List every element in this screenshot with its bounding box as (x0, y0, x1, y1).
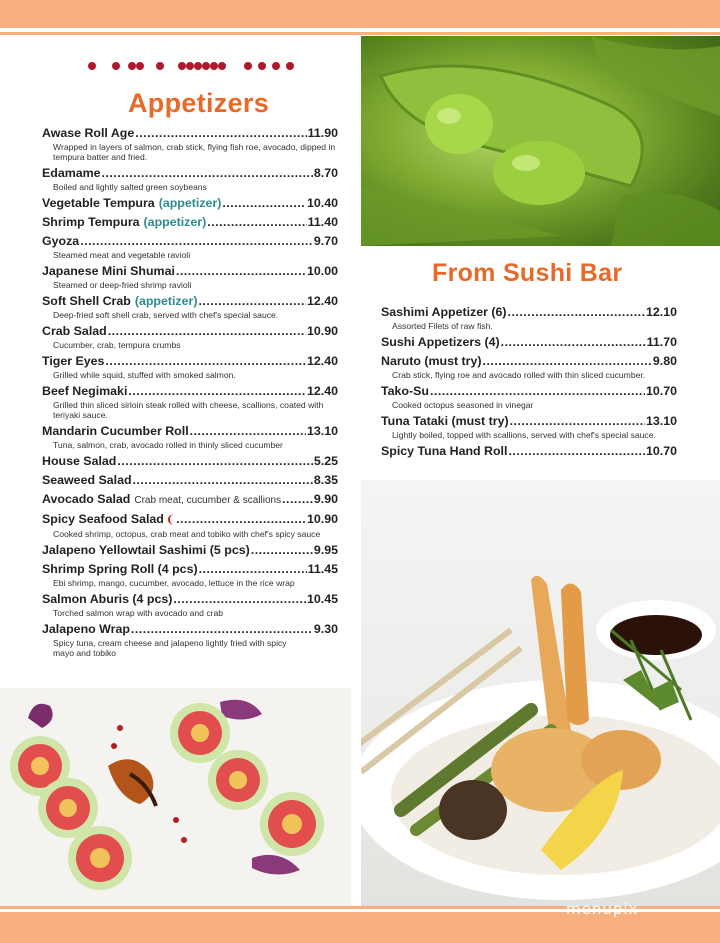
appetizers-heading: Appetizers (128, 88, 270, 118)
item-name: Spicy Tuna Hand Roll (381, 444, 508, 458)
item-name: Seaweed Salad (42, 473, 132, 487)
item-price: 13.10 (306, 424, 338, 438)
item-price: 10.70 (645, 384, 677, 398)
item-name: Mandarin Cucumber Roll (42, 424, 189, 438)
item-description: Steamed or deep-fried shrimp ravioli (53, 280, 192, 290)
item-tag: (appetizer) (158, 196, 222, 210)
item-price: 9.90 (313, 492, 338, 506)
menu-item (42, 264, 338, 290)
top-band-line (0, 32, 720, 35)
menu-item (42, 454, 338, 469)
menu-item (42, 354, 338, 380)
edamame-photo (361, 36, 720, 246)
menu-item (381, 414, 677, 440)
item-name: Salmon Aburis (4 pcs) (42, 592, 173, 606)
item-name: Spicy Seafood Salad (42, 512, 164, 526)
menu-item (42, 384, 338, 420)
top-band (0, 0, 720, 28)
item-name: Japanese Mini Shumai (42, 264, 175, 278)
item-description: Tuna, salmon, crab, avocado rolled in thinly sliced cucumber (53, 440, 283, 450)
menu-item (381, 444, 677, 459)
item-description: Spicy tuna, cream cheese and jalapeno lightly fried with spicy mayo and tobiko (53, 638, 287, 658)
item-name: Tako-Su (381, 384, 429, 398)
menu-item (381, 305, 677, 331)
item-price: 11.70 (646, 335, 677, 349)
item-price: 12.40 (306, 384, 338, 398)
sushi-bar-list (381, 305, 677, 463)
item-price: 11.45 (307, 562, 338, 576)
item-price: 12.40 (306, 354, 338, 368)
item-price: 11.40 (307, 215, 338, 229)
tempura-photo (361, 480, 720, 908)
item-note: Crab meat, cucumber & scallions (134, 495, 282, 506)
item-description: Torched salmon wrap with avocado and crab (53, 608, 224, 618)
item-description: Ebi shrimp, mango, cucumber, avocado, lettuce in the rice wrap (53, 578, 295, 588)
menu-item (42, 324, 338, 350)
item-name: Shrimp Spring Roll (4 pcs) (42, 562, 198, 576)
menu-item (381, 384, 677, 410)
item-description: Cucumber, crab, tempura crumbs (53, 340, 181, 350)
menu-item (42, 166, 338, 192)
menu-item (42, 543, 338, 558)
item-description: Cooked shrimp, octopus, crab meat and tobiko with chef's spicy sauce (53, 529, 321, 539)
item-description: Wrapped in layers of salmon, crab stick, flying fish roe, avocado, dipped in tempura batter and fried. (53, 142, 336, 162)
item-name: Naruto (must try) (381, 354, 482, 368)
item-description: Boiled and lightly salted green soybeans (53, 182, 207, 192)
item-price: 10.90 (306, 324, 338, 338)
menu-item (42, 592, 338, 618)
item-tag: (appetizer) (134, 294, 198, 308)
item-price: 11.90 (307, 126, 338, 140)
menu-item (42, 562, 338, 588)
item-price: 12.40 (306, 294, 338, 308)
item-name: Tiger Eyes (42, 354, 105, 368)
item-description: Assorted Filets of raw fish. (392, 321, 493, 331)
menu-item (42, 473, 338, 488)
menu-item (381, 335, 677, 350)
chili-pepper-icon: ❨ (165, 514, 176, 526)
item-price: 8.70 (313, 166, 338, 180)
watermark: menupix (566, 900, 639, 918)
item-tag: (appetizer) (143, 215, 207, 229)
item-price: 5.25 (313, 454, 338, 468)
item-price: 10.40 (306, 196, 338, 210)
item-description: Crab stick, flying roe and avocado rolled with thin sliced cucumber. (392, 370, 646, 380)
item-name: Jalapeno Wrap (42, 622, 130, 636)
menu-item (42, 622, 338, 658)
sushi-rolls-photo (0, 688, 351, 908)
item-price: 9.70 (313, 234, 338, 248)
item-name: Beef Negimaki (42, 384, 128, 398)
item-name: House Salad (42, 454, 117, 468)
item-name: Edamame (42, 166, 101, 180)
item-name: Jalapeno Yellowtail Sashimi (5 pcs) (42, 543, 250, 557)
menu-item (42, 126, 338, 162)
item-description: Steamed meat and vegetable ravioli (53, 250, 191, 260)
item-description: Cooked octopus seasoned in vinegar (392, 400, 534, 410)
item-name: Tuna Tataki (must try) (381, 414, 509, 428)
menu-item (381, 354, 677, 380)
item-price: 10.90 (306, 512, 338, 526)
menu-item (42, 215, 338, 230)
item-price: 8.35 (313, 473, 338, 487)
item-name: Shrimp Tempura (42, 215, 140, 229)
menu-item (42, 492, 338, 508)
item-description: Deep-fried soft shell crab, served with chef's special sauce. (53, 310, 279, 320)
item-description: Grilled thin sliced sirloin steak rolled with cheese, scallions, coated with teriyaki sauce. (53, 400, 324, 420)
item-name: Awase Roll Age (42, 126, 135, 140)
item-name: Vegetable Tempura (42, 196, 155, 210)
item-price: 10.70 (645, 444, 677, 458)
menu-item (42, 196, 338, 211)
item-price: 9.80 (652, 354, 677, 368)
menu-item (42, 512, 338, 539)
item-name: Avocado Salad (42, 492, 131, 506)
menu-item (42, 424, 338, 450)
item-price: 13.10 (645, 414, 677, 428)
sushi-bar-heading: From Sushi Bar (432, 259, 623, 287)
appetizers-list (42, 126, 338, 662)
item-price: 10.00 (306, 264, 338, 278)
item-name: Soft Shell Crab (42, 294, 131, 308)
item-description: Lightly boiled, topped with scallions, served with chef's special sauce. (392, 430, 656, 440)
item-price: 9.95 (313, 543, 338, 557)
item-description: Grilled while squid, stuffed with smoked salmon. (53, 370, 236, 380)
item-name: Sashimi Appetizer (6) (381, 305, 507, 319)
item-price: 12.10 (645, 305, 677, 319)
item-name: Crab Salad (42, 324, 107, 338)
item-name: Gyoza (42, 234, 80, 248)
menu-item (42, 234, 338, 260)
item-name: Sushi Appetizers (4) (381, 335, 500, 349)
item-price: 9.30 (313, 622, 338, 636)
decorative-dots (88, 60, 298, 72)
item-price: 10.45 (306, 592, 338, 606)
menu-item (42, 294, 338, 320)
